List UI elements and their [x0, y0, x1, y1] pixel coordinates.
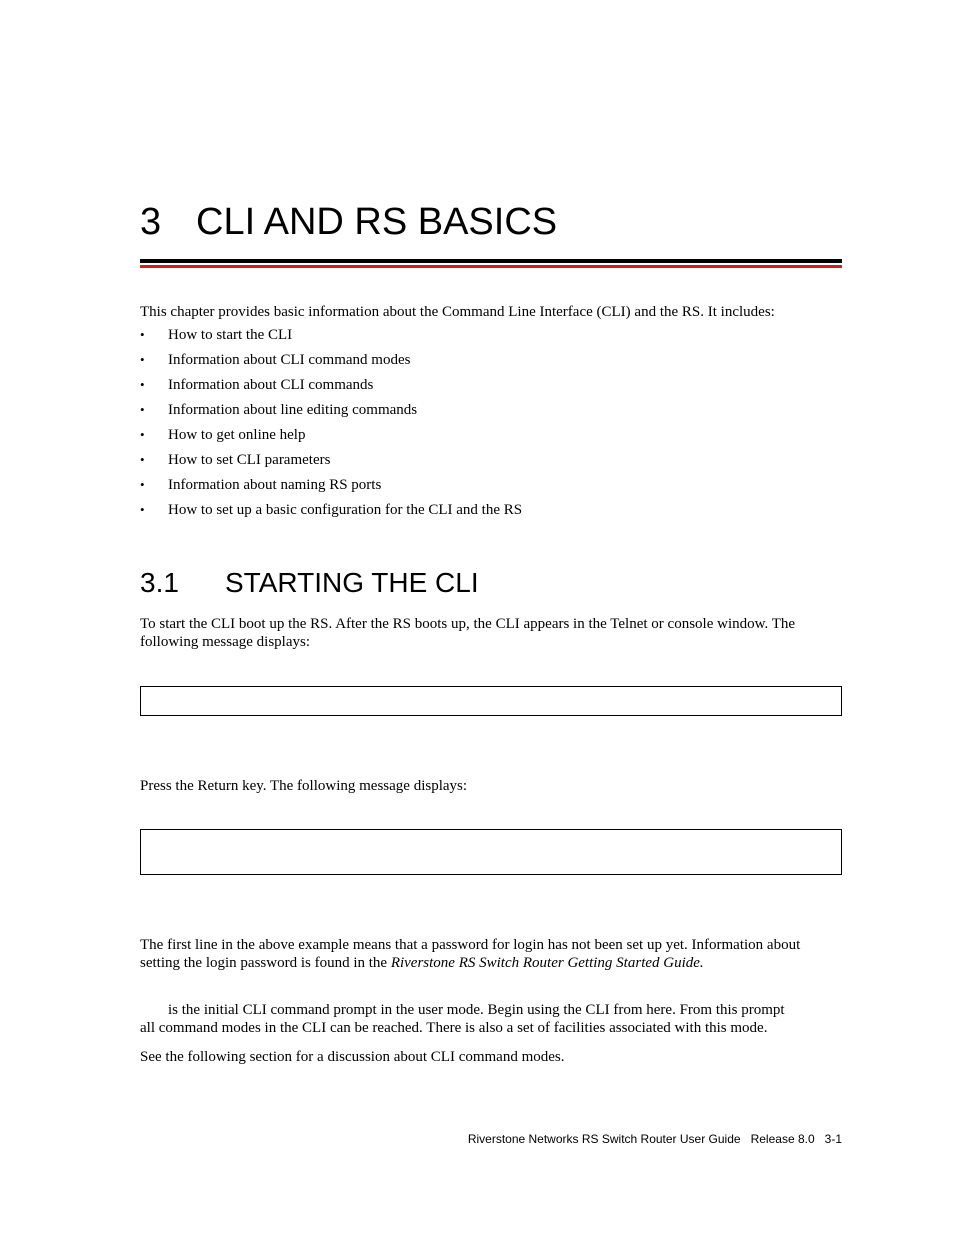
bullet-icon: •: [140, 402, 145, 417]
first-line-paragraph: The first line in the above example means that a password for login has not been set up yet. Information about setting the login password is found in the Riverstone RS Switch Router Getting Started Guide.: [140, 937, 801, 971]
list-item: • How to set up a basic configuration for the CLI and the RS: [140, 502, 523, 518]
chapter-title: CLI AND RS BASICS: [196, 201, 558, 243]
list-item: • How to start the CLI: [140, 327, 293, 343]
intro-paragraph: This chapter provides basic information about the Command Line Interface (CLI) and the RS. It includes:: [140, 304, 775, 320]
list-item: • Information about naming RS ports: [140, 477, 382, 493]
bullet-icon: •: [140, 502, 145, 517]
chapter-number: 3: [140, 201, 162, 243]
bullet-icon: •: [140, 352, 145, 367]
list-item: • Information about CLI command modes: [140, 352, 411, 368]
section-heading: [140, 565, 479, 601]
prompt-paragraph: is the initial CLI command prompt in the user mode. Begin using the CLI from here. From this prompt all command modes in the CLI can be reached. There is also a set of facilities associated with this mode.: [140, 1002, 785, 1036]
section-number: 3.1: [140, 567, 179, 598]
page-footer: [140, 1131, 842, 1147]
bullet-icon: •: [140, 327, 145, 342]
list-item: • Information about line editing commands: [140, 402, 418, 418]
bullet-icon: •: [140, 427, 145, 442]
guide-reference: Riverstone RS Switch Router Getting Started Guide.: [390, 955, 704, 971]
press-return-paragraph: Press the Return key. The following message displays:: [140, 778, 468, 794]
console-message-box: [140, 829, 842, 875]
bullet-icon: •: [140, 452, 145, 467]
list-item: • Information about CLI commands: [140, 377, 374, 393]
footer-release: Release 8.0: [750, 1132, 815, 1146]
chapter-heading: [140, 198, 557, 246]
footer-page-number: 3-1: [824, 1132, 842, 1146]
topic-list: [140, 326, 522, 526]
footer-guide-title: Riverstone Networks RS Switch Router User Guide: [467, 1132, 741, 1146]
section-title: STARTING THE CLI: [225, 567, 479, 598]
see-following-paragraph: See the following section for a discussion about CLI command modes.: [140, 1049, 565, 1065]
start-cli-paragraph: To start the CLI boot up the RS. After the RS boots up, the CLI appears in the Telnet or console window. The following message displays:: [140, 616, 796, 650]
heading-rule-black: [140, 259, 842, 263]
list-item: • How to get online help: [140, 427, 306, 443]
bullet-icon: •: [140, 477, 145, 492]
list-item: • How to set CLI parameters: [140, 452, 331, 468]
console-message-box: [140, 686, 842, 716]
heading-rule-red: [140, 265, 842, 268]
bullet-icon: •: [140, 377, 145, 392]
